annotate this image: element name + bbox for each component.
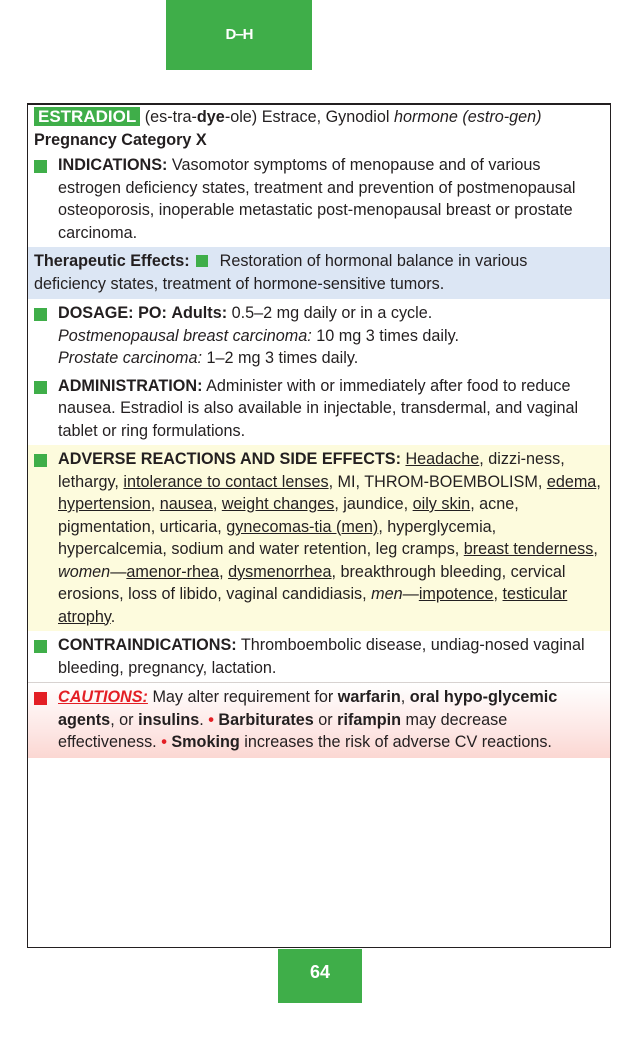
therapeutic-effects-section bbox=[28, 247, 610, 299]
dosage-route: PO: bbox=[138, 304, 167, 322]
adverse-headache: Headache bbox=[405, 450, 480, 468]
green-square-icon bbox=[196, 255, 208, 267]
dosage-breast-text: 10 mg 3 times daily. bbox=[316, 326, 459, 345]
green-square-icon bbox=[34, 160, 47, 173]
therapeutic-label: Therapeutic Effects: bbox=[34, 252, 190, 270]
adverse-text: , bbox=[212, 495, 222, 513]
drug-card bbox=[27, 103, 611, 948]
administration-label: ADMINISTRATION: bbox=[58, 376, 203, 395]
adverse-text: , bbox=[150, 495, 160, 513]
adverse-reactions-section bbox=[28, 445, 610, 631]
adverse-text: , hyperglycemia, hypercalcemia, sodium and water retention, leg cramps, bbox=[58, 517, 497, 558]
administration-section bbox=[28, 373, 610, 446]
brand-names: -ole) Estrace, Gynodiol bbox=[224, 108, 390, 126]
red-square-icon bbox=[34, 692, 47, 705]
adverse-hypertension: hypertension bbox=[58, 495, 151, 513]
cautions-insulins: insulins bbox=[138, 710, 200, 729]
adverse-testicular: testicular atrophy bbox=[58, 585, 568, 626]
bullet-dot-icon: • bbox=[161, 733, 167, 751]
page-number: 64 bbox=[278, 949, 362, 1003]
contraindications-text: Thromboembolic disease, undiag-nosed vaginal bleeding, pregnancy, lactation. bbox=[58, 636, 585, 677]
adverse-text: , bbox=[493, 585, 503, 603]
green-square-icon bbox=[34, 381, 47, 394]
adverse-text: , bbox=[593, 540, 598, 558]
contraindications-label: CONTRAINDICATIONS: bbox=[58, 636, 237, 654]
dosage-prostate-label: Prostate carcinoma: bbox=[58, 349, 202, 367]
cautions-text: . bbox=[199, 710, 204, 729]
adverse-weight: weight changes bbox=[221, 495, 335, 513]
contraindications-section bbox=[28, 631, 610, 682]
adverse-text: , breakthrough bleeding, cervical erosions, loss of libido, vaginal candidiasis, bbox=[58, 562, 566, 603]
adverse-edema: edema bbox=[546, 472, 597, 491]
cautions-warfarin: warfarin bbox=[337, 688, 401, 706]
drug-class: hormone (estro-gen) bbox=[393, 108, 542, 126]
adverse-amenorrhea: amenor-rhea bbox=[126, 562, 220, 581]
cautions-section bbox=[28, 682, 610, 758]
cautions-smoking: Smoking bbox=[171, 733, 240, 751]
cautions-text: may decrease effectiveness. bbox=[58, 710, 508, 751]
dosage-prostate-text: 1–2 mg 3 times daily. bbox=[206, 349, 359, 367]
adverse-text: . bbox=[110, 607, 116, 626]
cautions-label: CAUTIONS: bbox=[58, 688, 148, 706]
indications-text: Vasomotor symptoms of menopause and of various estrogen deficiency states, treatment and prevention of postmenopausal osteoporosis, inoperable metastatic post-menopausal breast or prostate carcinoma. bbox=[58, 156, 576, 242]
cautions-rifampin: rifampin bbox=[337, 710, 402, 729]
green-square-icon bbox=[34, 308, 47, 321]
adverse-text: , acne, pigmentation, urticaria, bbox=[58, 495, 519, 536]
cautions-text: May alter requirement for bbox=[152, 688, 338, 706]
pronunciation-stress: dye bbox=[196, 108, 225, 126]
adverse-text: , jaundice, bbox=[334, 495, 413, 513]
cautions-barbiturates: Barbiturates bbox=[218, 710, 314, 729]
bullet-dot-icon: • bbox=[208, 710, 214, 729]
pregnancy-category: Pregnancy Category X bbox=[34, 130, 207, 149]
cautions-text: increases the risk of adverse CV reactions. bbox=[239, 733, 552, 751]
cautions-oral-hypoglycemics: oral hypo-glycemic agents bbox=[58, 688, 558, 729]
cautions-text: or bbox=[313, 710, 338, 729]
indications-section bbox=[28, 151, 610, 247]
administration-text: Administer with or immediately after food to reduce nausea. Estradiol is also available in injectable, transdermal, and vaginal tablet or ring formulations. bbox=[58, 376, 579, 440]
therapeutic-text: Restoration of hormonal balance in various deficiency states, treatment of hormone-sensitive tumors. bbox=[34, 252, 528, 293]
title-section bbox=[28, 105, 610, 151]
adverse-text: , MI, THROM-BOEMBOLISM, bbox=[328, 472, 547, 491]
green-square-icon bbox=[34, 454, 47, 467]
cautions-text: , bbox=[400, 688, 410, 706]
green-square-icon bbox=[34, 640, 47, 653]
adverse-impotence: impotence bbox=[418, 585, 494, 603]
dosage-adults-label: Adults: bbox=[171, 304, 228, 322]
dosage-section bbox=[28, 299, 610, 373]
dosage-label: DOSAGE: bbox=[58, 304, 134, 322]
adverse-text: , dizzi-ness, lethargy, bbox=[58, 450, 565, 491]
pronunciation bbox=[145, 108, 390, 126]
adverse-nausea: nausea bbox=[159, 495, 213, 513]
section-tab: D–H bbox=[166, 0, 312, 70]
adverse-oily-skin: oily skin bbox=[412, 495, 471, 513]
adverse-text: , bbox=[219, 562, 229, 581]
adverse-text: — bbox=[402, 585, 419, 603]
cautions-text: , or bbox=[110, 710, 139, 729]
dosage-breast-label: Postmenopausal breast carcinoma: bbox=[58, 326, 312, 345]
adverse-text: — bbox=[110, 562, 127, 581]
adverse-text: , bbox=[596, 472, 601, 491]
adverse-gynecomastia: gynecomas-tia (men) bbox=[226, 517, 379, 536]
adverse-men: men bbox=[371, 585, 403, 603]
drug-name: ESTRADIOL bbox=[34, 107, 140, 126]
dosage-adults-text: 0.5–2 mg daily or in a cycle. bbox=[231, 304, 433, 322]
adverse-dysmenorrhea: dysmenorrhea bbox=[228, 562, 332, 581]
adverse-women: women bbox=[58, 562, 111, 581]
adverse-breast: breast tenderness bbox=[463, 540, 594, 558]
adverse-lenses: intolerance to contact lenses bbox=[123, 472, 329, 491]
adverse-label: ADVERSE REACTIONS AND SIDE EFFECTS: bbox=[58, 450, 401, 468]
indications-label: INDICATIONS: bbox=[58, 156, 168, 174]
pronunciation-pre: (es-tra- bbox=[144, 108, 197, 126]
